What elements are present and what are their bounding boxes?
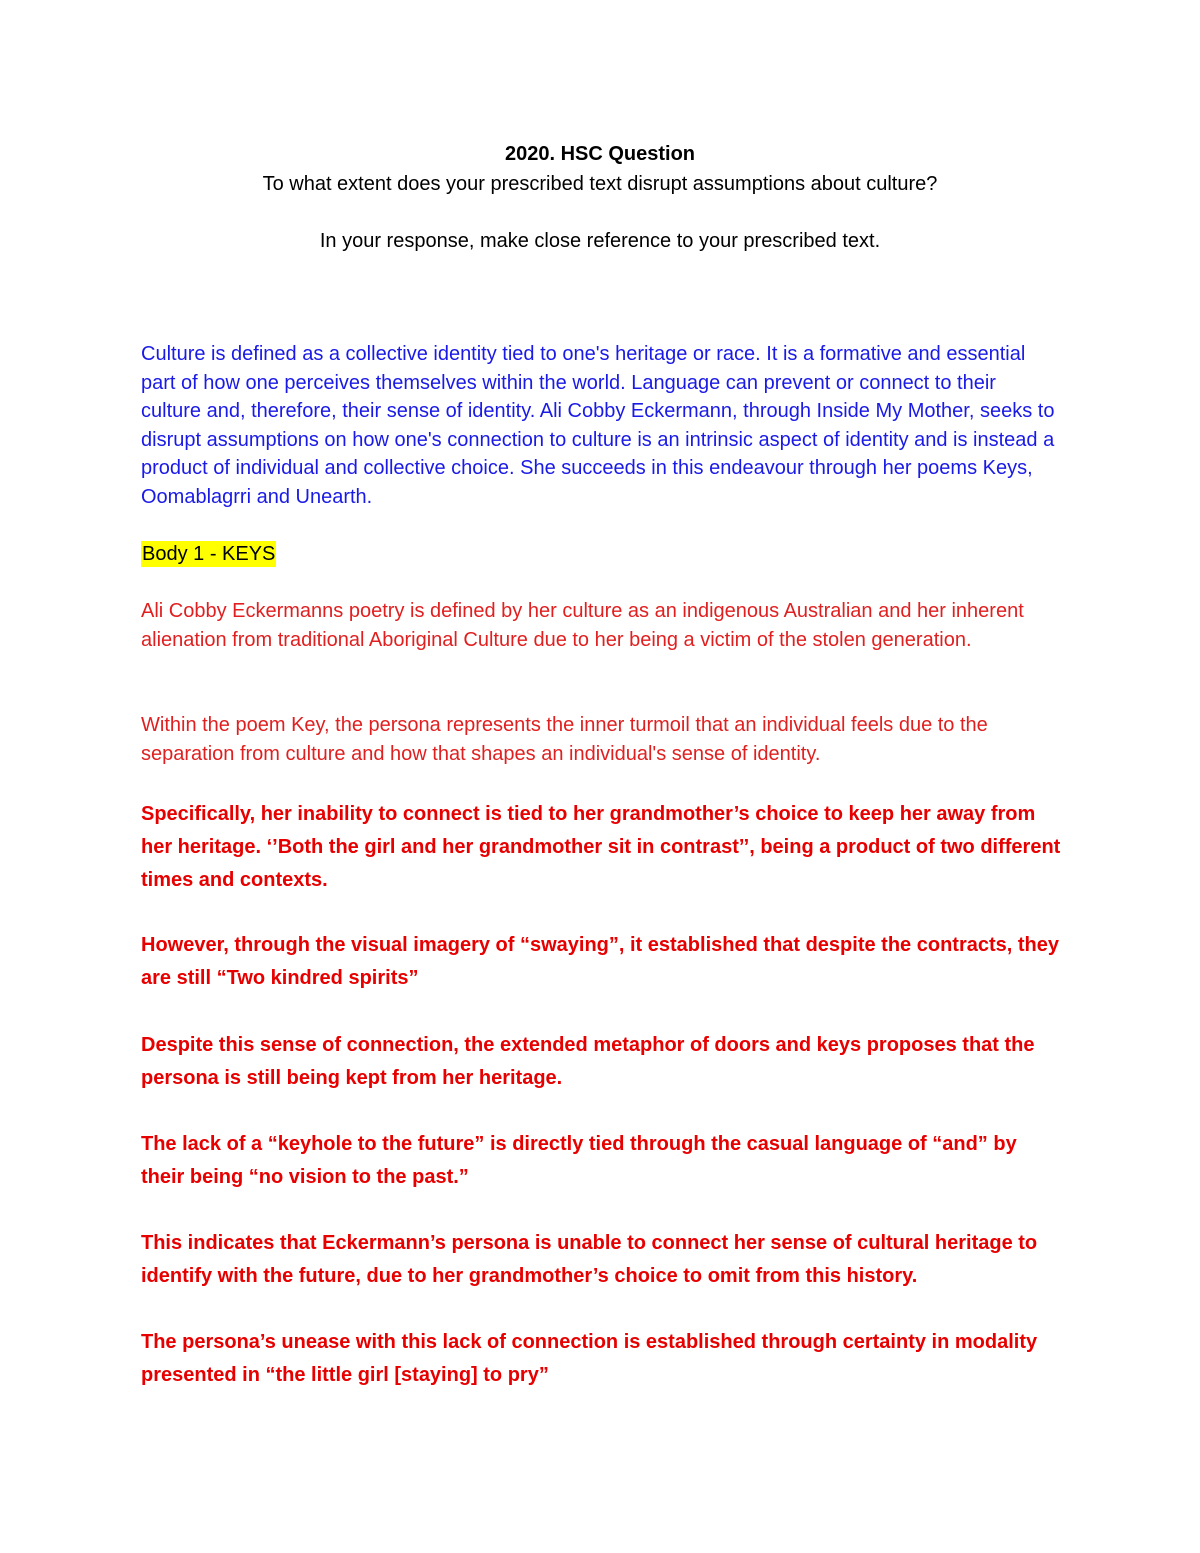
body-heading-highlighted: Body 1 - KEYS — [142, 543, 276, 565]
analysis-paragraph: This indicates that Eckermann’s persona is unable to connect her sense of cultural heritage to identify with the future, due to her grandmother’s choice to omit from this history. — [141, 1232, 1038, 1287]
body-paragraph: Ali Cobby Eckermanns poetry is defined by her culture as an indigenous Australian and her inherent alienation from traditional Aboriginal Culture due to her being a victim of the stolen generation. — [141, 600, 1024, 651]
body-paragraph: Within the poem Key, the persona represents the inner turmoil that an individual feels due to the separation from culture and how that shapes an individual's sense of identity. — [141, 714, 988, 765]
instruction-text: In your response, make close reference to your prescribed text. — [319, 230, 881, 252]
document-title: 2020. HSC Question — [504, 143, 696, 165]
intro-paragraph: Culture is defined as a collective identity tied to one's heritage or race. It is a formative and essential part of how one perceives themselves within the world. Language can prevent or connect to their culture and, therefore, their sense of identity. Ali Cobby Eckermann, through Inside My Mother, seeks to disrupt assumptions on how one's connection to culture is an intrinsic aspect of identity and is instead a product of individual and collective choice. She succeeds in this endeavour through her poems Keys, Oomablagrri and Unearth. — [141, 343, 1055, 508]
analysis-paragraph: Specifically, her inability to connect is tied to her grandmother’s choice to keep her away from her heritage. ‘’Both the girl and her grandmother sit in contrast’’, being a product of two different times and contexts. — [141, 803, 1061, 891]
analysis-paragraph: Despite this sense of connection, the extended metaphor of doors and keys proposes that the persona is still being kept from her heritage. — [141, 1034, 1035, 1089]
analysis-paragraph: However, through the visual imagery of “swaying”, it established that despite the contracts, they are still “Two kindred spirits” — [141, 934, 1059, 989]
question-text: To what extent does your prescribed text disrupt assumptions about culture? — [262, 173, 938, 195]
analysis-paragraph: The lack of a “keyhole to the future” is directly tied through the casual language of “and” by their being “no vision to the past.” — [141, 1133, 1017, 1188]
analysis-paragraph: The persona’s unease with this lack of connection is established through certainty in modality presented in “the little girl [staying] to pry” — [141, 1331, 1038, 1386]
